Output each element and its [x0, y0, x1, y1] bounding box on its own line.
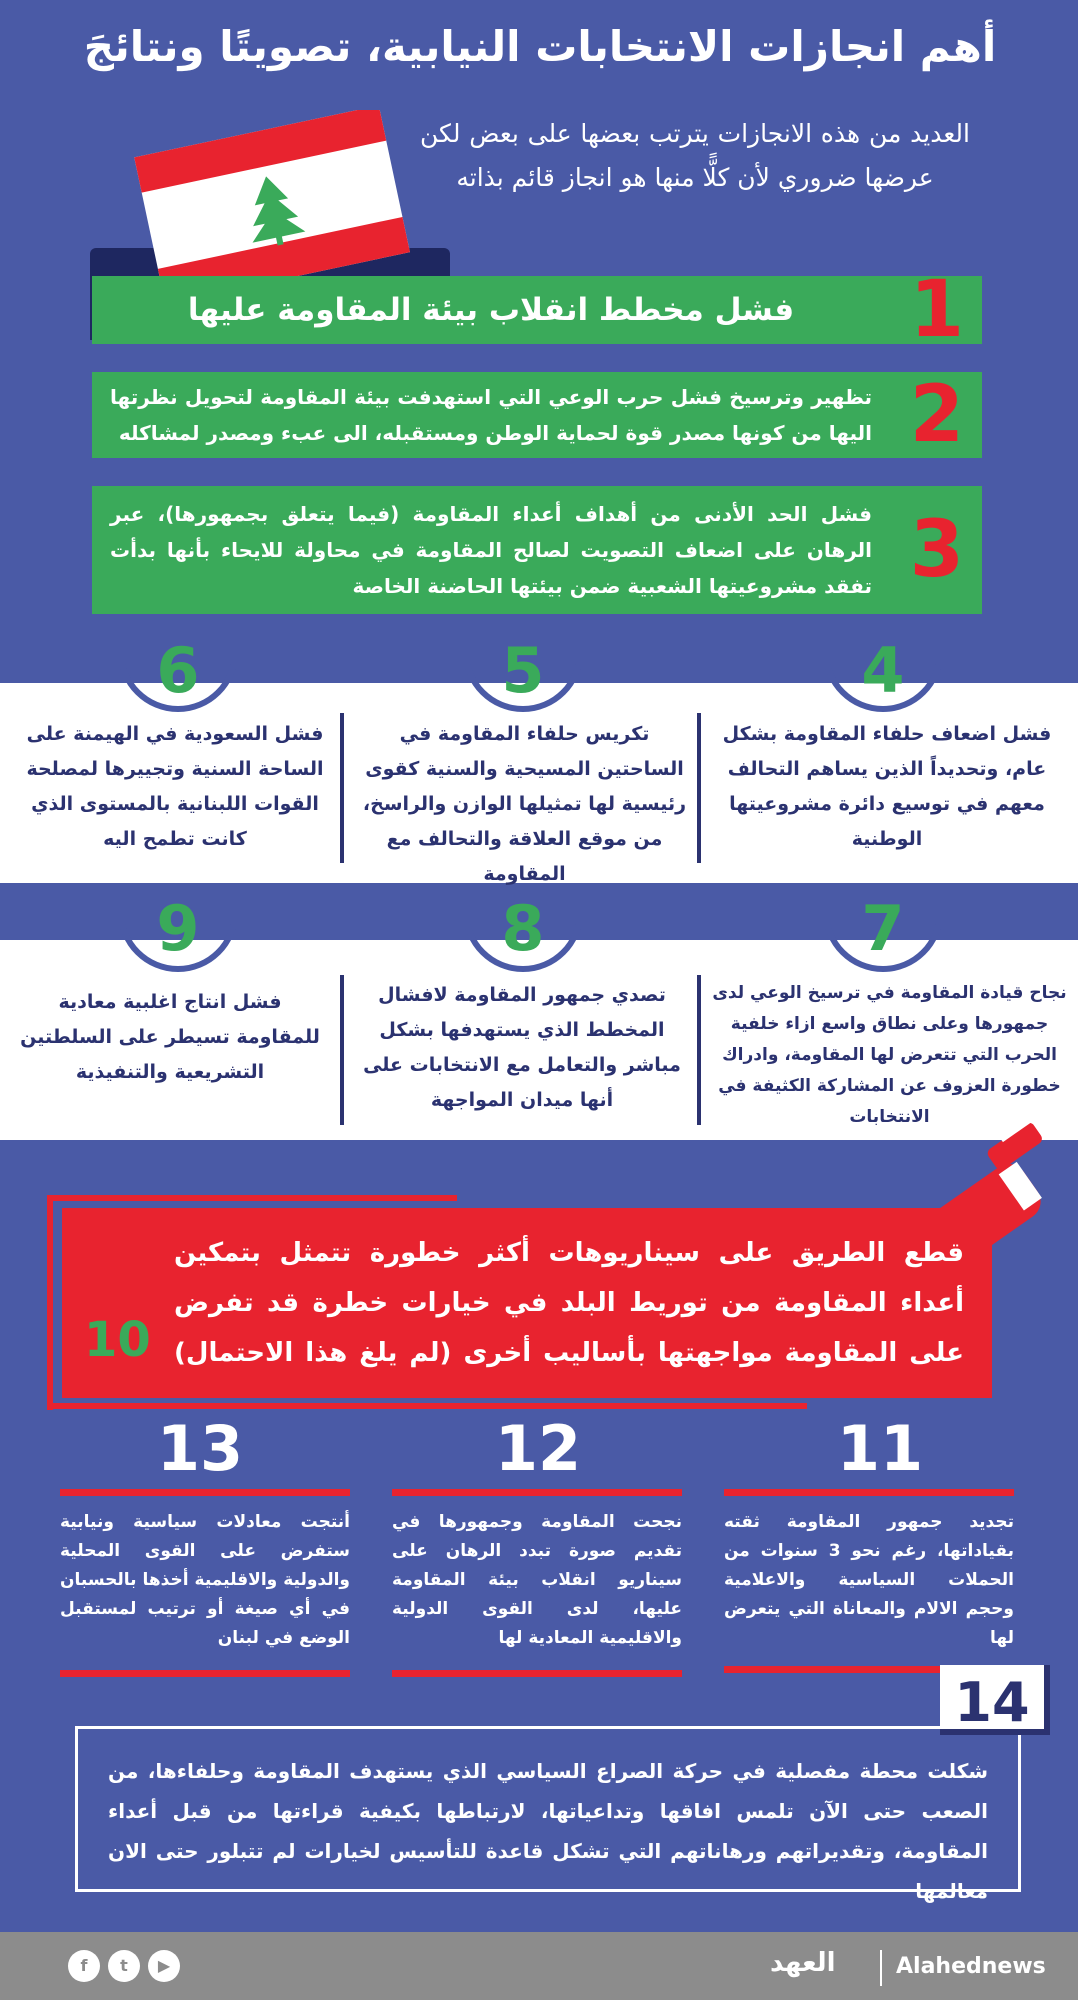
divider [697, 975, 701, 1125]
twitter-icon[interactable]: t [108, 1950, 140, 1982]
frame-line [47, 1195, 53, 1410]
item-14-number-tab [940, 1665, 1050, 1735]
lebanon-flag-icon [125, 110, 415, 280]
item-10 [62, 1208, 992, 1398]
item-3 [92, 486, 982, 614]
divider [340, 975, 344, 1125]
item-text: قطع الطريق على سيناريوهات أكثر خطورة تتمثل بتمكين أعداء المقاومة من توريط البلد في خيارات خطرة قد تفرض على المقاومة مواجهتها بأساليب أخرى (لم يلغ هذا الاحتمال) [174, 1238, 964, 1368]
divider [340, 713, 344, 863]
item-number: 11 [836, 1412, 924, 1485]
item-1 [92, 265, 982, 355]
item-number: 7 [861, 892, 905, 965]
item-number: 9 [156, 892, 200, 965]
divider [880, 1950, 882, 1986]
item-7-text: نجاح قيادة المقاومة في ترسيخ الوعي لدى جمهورها وعلى نطاق واسع ازاء خلفية الحرب التي تتعرض لها المقاومة، وادراك خطورة العزوف عن المشاركة الكثيفة في الانتخابات [712, 983, 1067, 1127]
item-5-text: تكريس حلفاء المقاومة في الساحتين المسيحية والسنية كقوى رئيسية لها تمثيلها الوازن والراسخ، من موقع العلاقة والتحالف مع المقاومة [362, 723, 687, 885]
item-14 [75, 1726, 1021, 1903]
item-number: 13 [156, 1412, 244, 1485]
item-number: 3 [909, 505, 964, 595]
item-text: تظهير وترسيخ فشل حرب الوعي التي استهدفت بيئة المقاومة لتحويل نظرتها اليها من كونها مصدر قوة لحماية الوطن ومستقبله، الى عبء ومصدر لمشاكله [110, 385, 872, 445]
frame-line [47, 1403, 807, 1409]
brand-name: Alahednews [896, 1954, 1046, 1979]
facebook-icon[interactable]: f [68, 1950, 100, 1982]
red-line [392, 1489, 682, 1496]
item-number: 12 [494, 1412, 582, 1485]
frame-line [47, 1195, 457, 1201]
item-2 [92, 372, 982, 458]
item-number: 10 [84, 1312, 151, 1368]
item-11-text: تجديد جمهور المقاومة ثقته بقياداتها، رغم نحو 3 سنوات من الحملات السياسية والاعلامية وحجم الالام والمعاناة التي يتعرض لها [724, 1512, 1014, 1648]
item-text: فشل الحد الأدنى من أهداف أعداء المقاومة (فيما يتعلق بجمهورها)، عبر الرهان على اضعاف التصويت لصالح المقاومة في محاولة للايحاء بأنها بدأت تفقد مشروعيتها الشعبية ضمن بيئتها الحاضنة الخاصة [110, 502, 872, 598]
item-number: 5 [501, 634, 545, 707]
item-13-text: أنتجت معادلات سياسية ونيابية ستفرض على القوى المحلية والدولية والاقليمية أخذها بالحسبان في أي صيغة أو ترتيب لمستقبل الوضع في لبنان [60, 1512, 350, 1648]
item-number: 4 [861, 634, 905, 707]
item-9-text: فشل انتاج اغلبية معادية للمقاومة تسيطر على السلطتين التشريعية والتنفيذية [20, 991, 320, 1083]
item-text: فشل مخطط انقلاب بيئة المقاومة عليها [187, 292, 795, 328]
page-title: أهم انجازات الانتخابات النيابية، تصويتًا ونتائجَ [83, 22, 997, 71]
brand-logo-ar: العهد [770, 1948, 836, 1978]
red-line [60, 1489, 350, 1496]
divider [697, 713, 701, 863]
item-12-text: نجحت المقاومة وجمهورها في تقديم صورة تبدد الرهان على سيناريو انقلاب بيئة المقاومة عليها، لدى القوى الدولية والاقليمية المعادية لها [392, 1512, 682, 1648]
item-number: 14 [954, 1671, 1030, 1734]
item-number: 2 [909, 370, 964, 460]
item-8-text: تصدي جمهور المقاومة لافشال المخطط الذي يستهدفها بشكل مباشر والتعامل مع الانتخابات على أنها ميدان المواجهة [363, 984, 681, 1111]
red-line [724, 1489, 1014, 1496]
item-number: 6 [156, 634, 200, 707]
red-line [392, 1670, 682, 1677]
item-number: 8 [501, 892, 545, 965]
red-line [60, 1670, 350, 1677]
youtube-icon[interactable]: ▶ [148, 1950, 180, 1982]
item-4-text: فشل اضعاف حلفاء المقاومة بشكل عام، وتحديداً الذين يساهم التحالف معهم في توسيع دائرة مشروعيتها الوطنية [722, 723, 1052, 850]
item-number: 1 [909, 265, 964, 355]
intro-text: العديد من هذه الانجازات يترتب بعضها على بعض لكن عرضها ضروري لأن كلًّا منها هو انجاز قائم بذاته [420, 119, 970, 192]
item-text: شكلت محطة مفصلية في حركة الصراع السياسي الذي يستهدف المقاومة وحلفاءها، من الصعب حتى الآن تلمس افاقها وتداعياتها، لارتباطها بكيفية قراءتها من قبل أعداء المقاومة، وتقديراتهم ورهاناتهم التي تشكل قاعدة للتأسيس لخيارات لم تتبلور حتى الان معالمها [108, 1759, 988, 1903]
item-6-text: فشل السعودية في الهيمنة على الساحة السنية وتجييرها لمصلحة القوات اللبنانية بالمستوى الذي كانت تطمح اليه [26, 723, 324, 850]
